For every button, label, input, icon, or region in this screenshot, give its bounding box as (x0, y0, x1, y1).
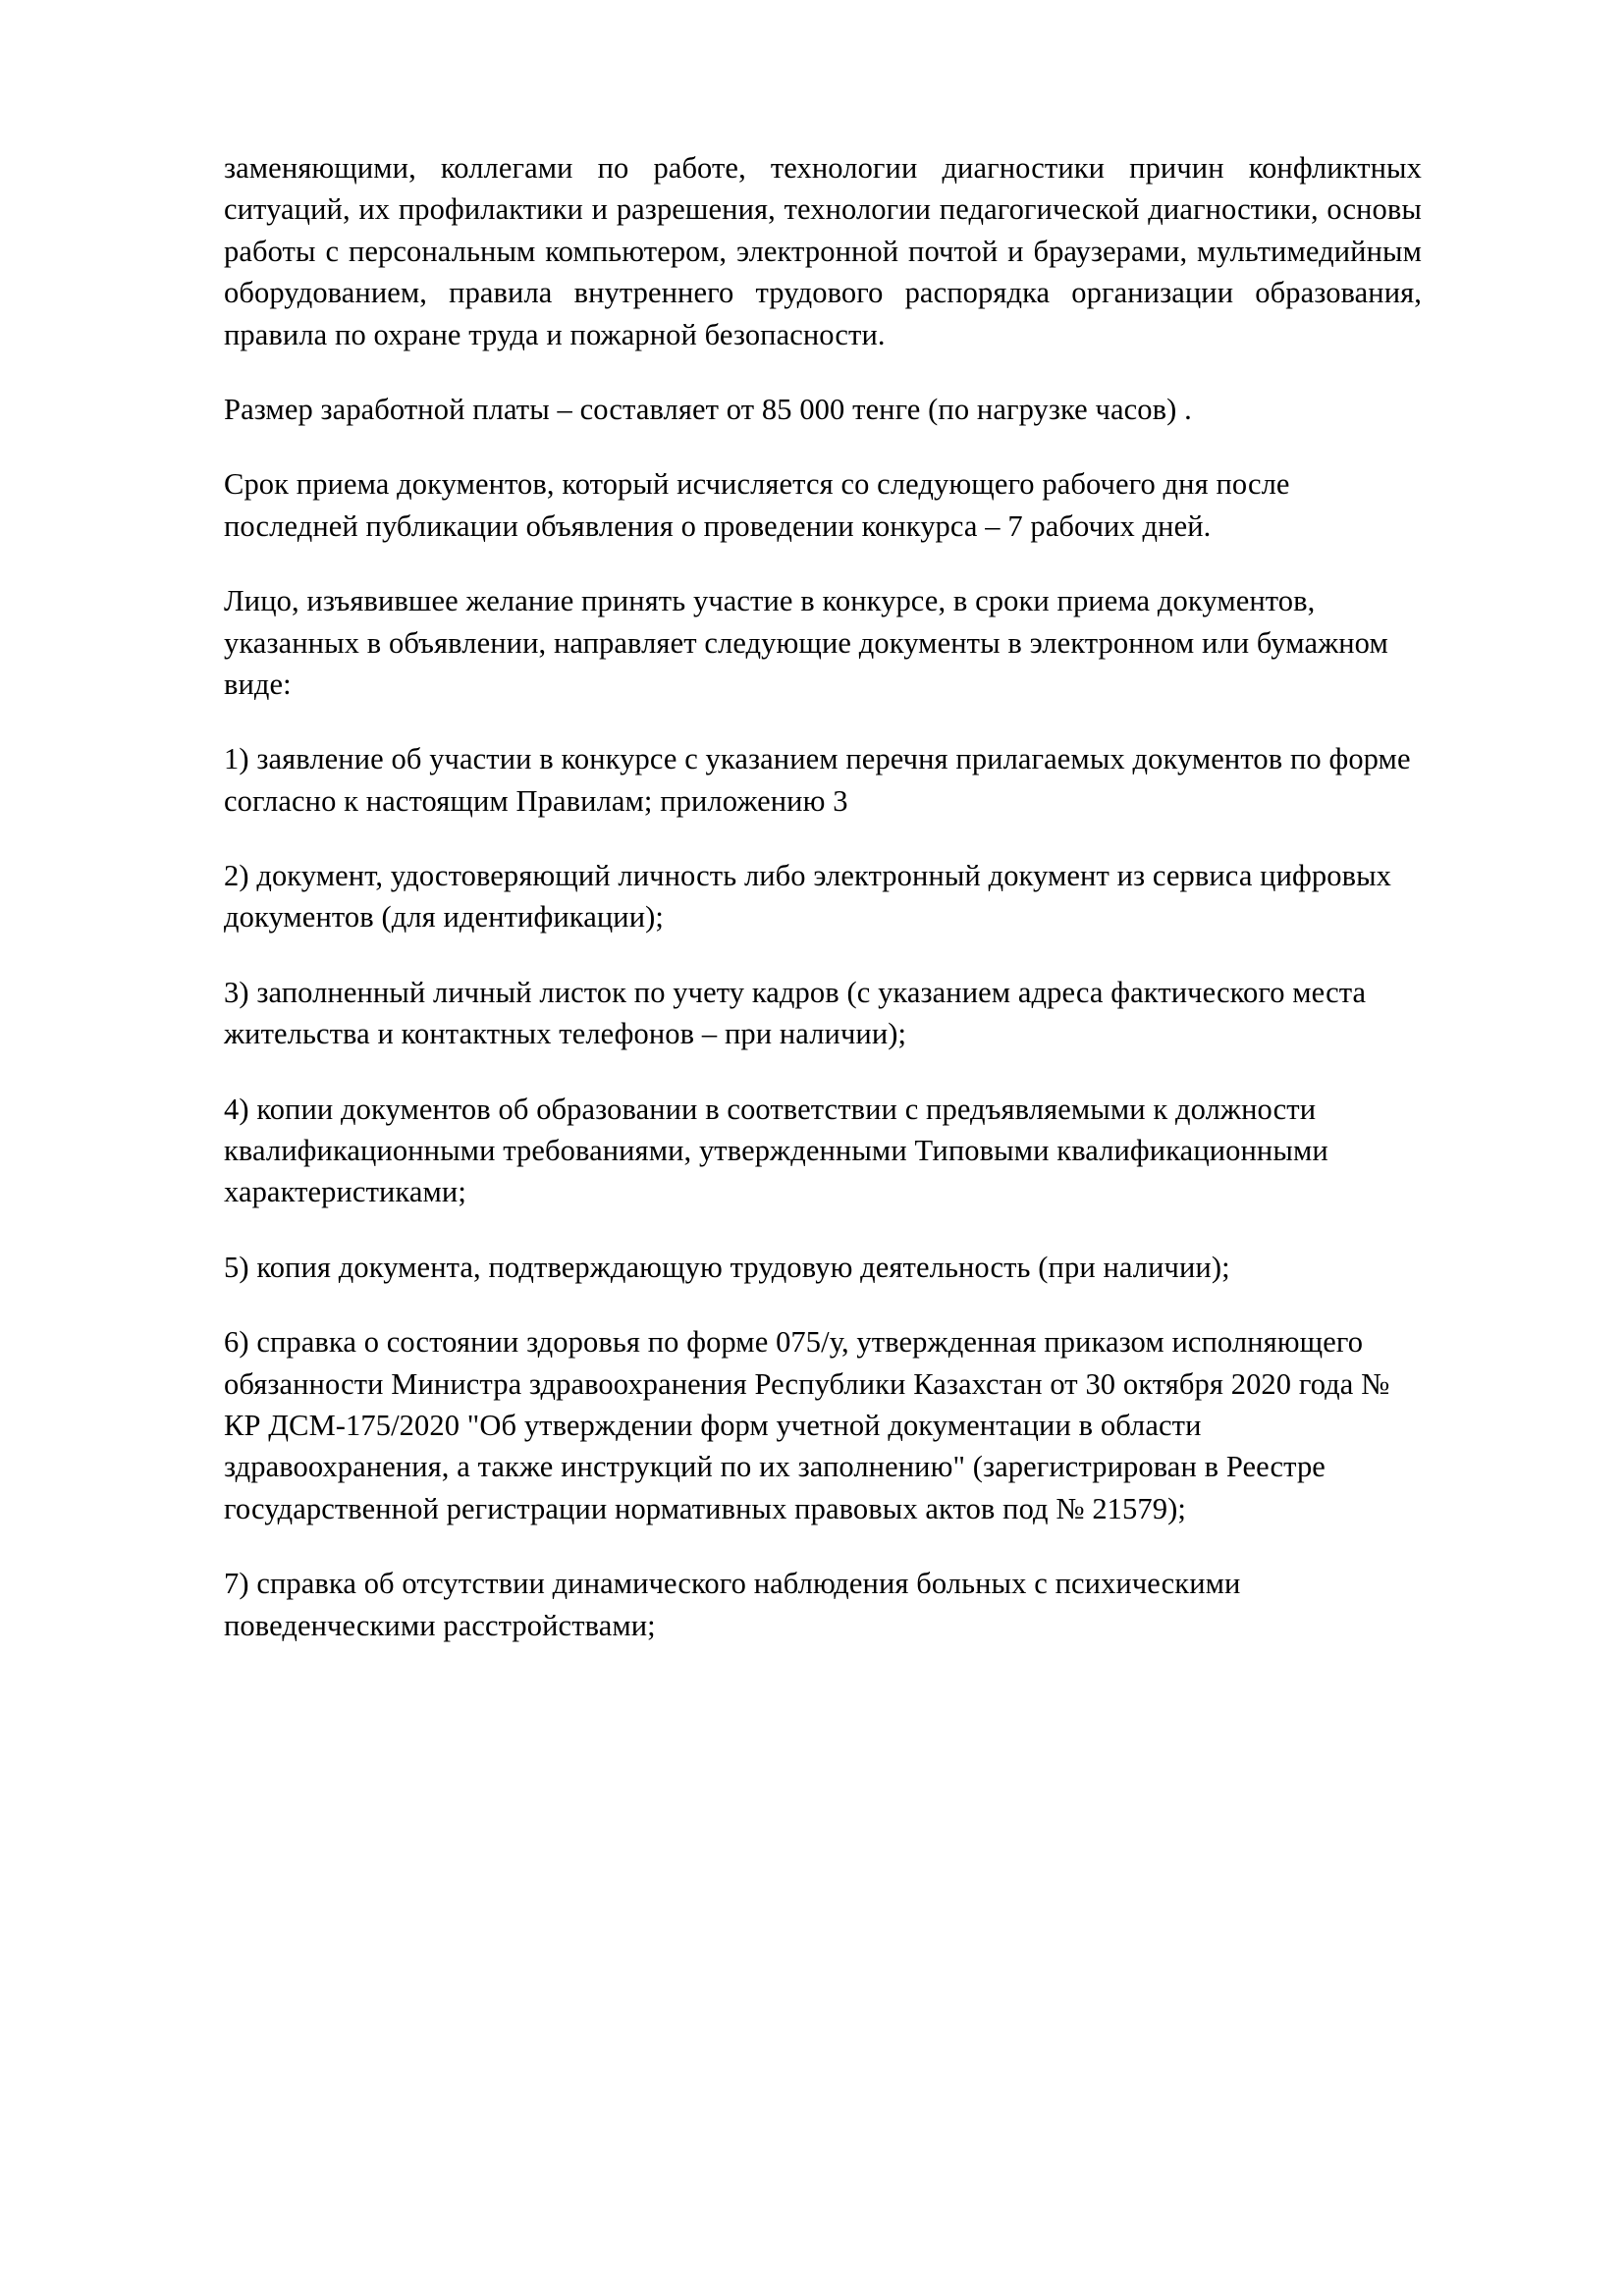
document-body (224, 147, 1422, 1646)
paragraph-item-1: 1) заявление об участии в конкурсе с указанием перечня прилагаемых документов по форме согласно к настоящим Правилам; приложению 3 (224, 742, 1411, 818)
paragraph-requirements-continued: заменяющими, коллегами по работе, технологии диагностики причин конфликтных ситуаций, их профилактики и разрешения, технологии педагогической диагностики, основы работы с персональным компьютером, электронной почтой и браузерами, мультимедийным оборудованием, правила внутреннего трудового распорядка организации образования, правила по охране труда и пожарной безопасности. (224, 151, 1422, 351)
paragraph-item-3: 3) заполненный личный листок по учету кадров (с указанием адреса фактического места жительства и контактных телефонов – при наличии); (224, 975, 1367, 1051)
paragraph-item-2: 2) документ, удостоверяющий личность либо электронный документ из сервиса цифровых документов (для идентификации); (224, 859, 1392, 934)
paragraph-item-6: 6) справка о состоянии здоровья по форме 075/у, утвержденная приказом исполняющего обязанности Министра здравоохранения Республики Казахстан от 30 октября 2020 года № КР ДСМ-175/2020 "Об утверждении форм учетной документации в области здравоохранения, а также инструкций по их заполнению" (зарегистрирован в Реестре государственной регистрации нормативных правовых актов под № 21579); (224, 1325, 1390, 1525)
paragraph-applicant-intro: Лицо, изъявившее желание принять участие в конкурсе, в сроки приема документов, указанных в объявлении, направляет следующие документы в электронном или бумажном виде: (224, 584, 1388, 701)
paragraph-salary: Размер заработной платы – составляет от 85 000 тенге (по нагрузке часов) . (224, 392, 1192, 426)
paragraph-item-7: 7) справка об отсутствии динамического наблюдения больных с психическими поведенческими расстройствами; (224, 1567, 1241, 1642)
paragraph-deadline: Срок приема документов, который исчисляется со следующего рабочего дня после последней публикации объявления о проведении конкурса – 7 рабочих дней. (224, 467, 1290, 543)
paragraph-item-4: 4) копии документов об образовании в соответствии с предъявляемыми к должности квалификационными требованиями, утвержденными Типовыми квалификационными характеристиками; (224, 1092, 1328, 1209)
paragraph-item-5: 5) копия документа, подтверждающую трудовую деятельность (при наличии); (224, 1250, 1230, 1284)
